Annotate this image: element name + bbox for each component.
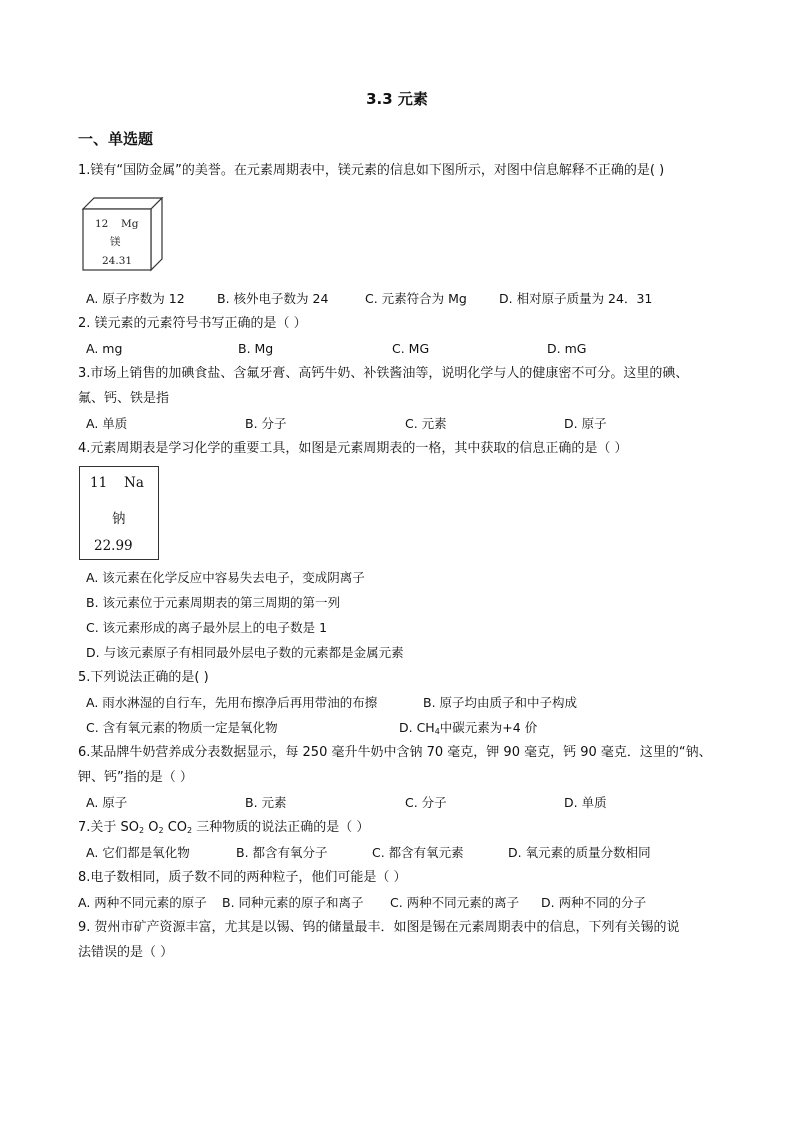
q2-option-d[interactable]: D. mG xyxy=(547,341,587,356)
q7-co2-subscript: 2 xyxy=(187,826,193,835)
q5-option-d-prefix: D. CH xyxy=(399,720,435,735)
q4-option-c[interactable]: C. 该元素形成的离子最外层上的电子数是 1 xyxy=(86,620,328,635)
q5-option-d-subscript: 4 xyxy=(434,727,440,736)
q1-option-c[interactable]: C. 元素符合为 Mg xyxy=(365,291,467,306)
q2-option-a[interactable]: A. mg xyxy=(86,341,123,356)
q6-option-c[interactable]: C. 分子 xyxy=(405,795,447,810)
q5-option-d-suffix: 中碳元素为+4 价 xyxy=(439,720,538,735)
q7-o2-subscript: 2 xyxy=(158,826,164,835)
q7-stem-part-3: CO xyxy=(163,820,188,835)
question-3-stem-line-2: 氟、钙、铁是指 xyxy=(78,391,170,406)
question-1-stem: 1.镁有“国防金属”的美誉。在元素周期表中，镁元素的信息如下图所示，对图中信息解释不正确的是( ) xyxy=(78,163,665,178)
q7-option-a[interactable]: A. 它们都是氧化物 xyxy=(86,845,190,860)
sodium-element-cell xyxy=(79,466,159,560)
mg-mass: 24.31 xyxy=(102,255,133,267)
q3-option-c[interactable]: C. 元素 xyxy=(405,416,447,431)
na-mass: 22.99 xyxy=(94,538,133,554)
na-name: 钠 xyxy=(112,511,126,527)
mg-number: 12 xyxy=(95,218,109,230)
q2-option-c[interactable]: C. MG xyxy=(392,341,430,356)
q5-option-b[interactable]: B. 原子均由质子和中子构成 xyxy=(423,695,578,710)
question-4-stem: 4.元素周期表是学习化学的重要工具，如图是元素周期表的一格，其中获取的信息正确的是（ ） xyxy=(78,441,628,456)
q7-option-c[interactable]: C. 都含有氧元素 xyxy=(372,845,464,860)
question-6-stem-line-1: 6.某品牌牛奶营养成分表数据显示，每 250 毫升牛奶中含钠 70 毫克，钾 90 毫克，钙 90 毫克．这里的“钠、 xyxy=(78,745,712,760)
q3-option-d[interactable]: D. 原子 xyxy=(564,416,607,431)
question-2-stem: 2. 镁元素的元素符号书写正确的是（ ） xyxy=(78,316,307,331)
na-symbol: Na xyxy=(124,475,144,491)
q4-option-d[interactable]: D. 与该元素原子有相同最外层电子数的元素都是金属元素 xyxy=(86,645,404,660)
q1-option-a[interactable]: A. 原子序数为 12 xyxy=(86,291,185,306)
na-number: 11 xyxy=(90,475,108,491)
q5-option-a[interactable]: A. 雨水淋湿的自行车，先用布擦净后再用带油的布擦 xyxy=(86,695,378,710)
question-5-stem: 5.下列说法正确的是( ) xyxy=(78,670,209,685)
q3-option-a[interactable]: A. 单质 xyxy=(86,416,128,431)
q6-option-b[interactable]: B. 元素 xyxy=(245,795,287,810)
q7-stem-part-4: 三种物质的说法正确的是（ ） xyxy=(192,820,370,835)
q8-option-a[interactable]: A. 两种不同元素的原子 xyxy=(78,895,207,910)
q5-option-c[interactable]: C. 含有氧元素的物质一定是氧化物 xyxy=(86,720,278,735)
question-9-stem-line-2: 法错误的是（ ） xyxy=(78,945,174,960)
q5-option-d[interactable] xyxy=(399,719,537,741)
question-3-stem-line-1: 3.市场上销售的加碘食盐、含氟牙膏、高钙牛奶、补铁酱油等，说明化学与人的健康密不可分。这里的碘、 xyxy=(78,366,689,381)
mg-name: 镁 xyxy=(110,236,121,248)
q7-option-d[interactable]: D. 氧元素的质量分数相同 xyxy=(508,845,651,860)
q7-stem-part-1: 7.关于 SO xyxy=(78,820,140,835)
q8-option-c[interactable]: C. 两种不同元素的离子 xyxy=(390,895,520,910)
q7-option-b[interactable]: B. 都含有氧分子 xyxy=(236,845,328,860)
question-6-stem-line-2: 钾、钙”指的是（ ） xyxy=(78,770,193,785)
q7-stem-part-2: O xyxy=(144,820,159,835)
q7-so2-subscript: 2 xyxy=(139,826,145,835)
mg-symbol: Mg xyxy=(121,218,139,230)
magnesium-element-cell xyxy=(82,197,164,273)
question-9-stem-line-1: 9. 贺州市矿产资源丰富，尤其是以锡、钨的储量最丰．如图是锡在元素周期表中的信息，下列有关锡的说 xyxy=(78,920,680,935)
q2-option-b[interactable]: B. Mg xyxy=(238,341,274,356)
q6-option-a[interactable]: A. 原子 xyxy=(86,795,128,810)
question-8-stem: 8.电子数相同，质子数不同的两种粒子，他们可能是（ ） xyxy=(78,870,407,885)
q1-option-d[interactable]: D. 相对原子质量为 24．31 xyxy=(499,291,653,306)
q4-option-b[interactable]: B. 该元素位于元素周期表的第三周期的第一列 xyxy=(86,595,341,610)
q3-option-b[interactable]: B. 分子 xyxy=(245,416,287,431)
q4-option-a[interactable]: A. 该元素在化学反应中容易失去电子，变成阴离子 xyxy=(86,570,365,585)
q1-option-b[interactable]: B. 核外电子数为 24 xyxy=(217,291,329,306)
section-heading: 一、单选题 xyxy=(78,130,154,148)
question-7-stem xyxy=(78,819,369,840)
q8-option-d[interactable]: D. 两种不同的分子 xyxy=(541,895,647,910)
q6-option-d[interactable]: D. 单质 xyxy=(564,795,607,810)
page-title: 3.3 元素 xyxy=(366,90,428,108)
q8-option-b[interactable]: B. 同种元素的原子和离子 xyxy=(222,895,364,910)
